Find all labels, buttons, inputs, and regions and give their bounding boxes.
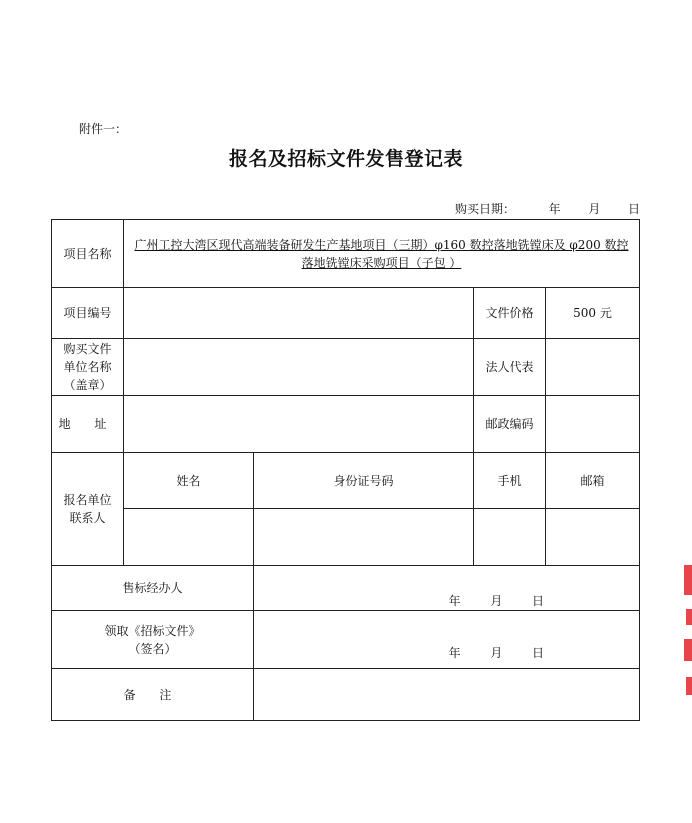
seller-field[interactable] [254,566,640,611]
buyer-label-line3: （盖章） [63,378,112,392]
address-label: 地 址 [52,396,124,453]
contact-name-field[interactable] [124,509,254,566]
contact-label-line2: 联系人 [69,511,106,525]
receive-label-line2: （签名） [128,641,177,656]
receive-date-day: 日 [531,645,544,660]
receive-date-month: 月 [490,645,503,660]
purchase-date-label: 购买日期： [455,202,516,216]
project-name-label: 项目名称 [52,220,124,288]
page-title: 报名及招标文件发售登记表 [228,148,463,170]
project-name-line1: 广州工控大湾区现代高端装备研发生产基地项目（三期）φ160 数控落地铣镗床及 φ200 数控 [134,237,629,252]
contact-email-field[interactable] [546,509,640,566]
seller-date-day: 日 [531,594,544,608]
project-no-field[interactable] [124,288,474,339]
registration-form [51,219,640,721]
contact-label-line1: 报名单位 [63,493,112,507]
seller-date-month: 月 [490,594,503,608]
price-value: 500 元 [546,288,640,339]
remark-field[interactable] [254,669,640,721]
purchase-date-month: 月 [588,202,601,216]
buyer-label [52,339,124,396]
col-email-header: 邮箱 [546,453,640,509]
row-contact-entry [52,509,640,566]
legal-rep-field[interactable] [546,339,640,396]
purchase-date-year: 年 [548,202,561,216]
buyer-label-line2: 单位名称 [63,360,112,374]
contact-phone-field[interactable] [474,509,546,566]
row-address [52,396,640,453]
contact-label [52,453,124,566]
col-phone-header: 手机 [474,453,546,509]
row-project-no [52,288,640,339]
row-buyer [52,339,640,396]
receive-date [254,644,639,662]
col-id-header: 身份证号码 [254,453,474,509]
annex-label: 附件一： [79,122,128,136]
seller-label: 售标经办人 [52,566,254,611]
address-field[interactable] [124,396,474,453]
remark-label: 备 注 [52,669,254,721]
project-no-label: 项目编号 [52,288,124,339]
row-receive [52,611,640,669]
row-remark [52,669,640,721]
seller-date-year: 年 [448,594,461,608]
purchase-date [455,200,640,217]
row-project-name [52,220,640,288]
col-name-header: 姓名 [124,453,254,509]
buyer-label-line1: 购买文件 [63,342,112,356]
postcode-label: 邮政编码 [474,396,546,453]
buyer-field[interactable] [124,339,474,396]
receive-date-year: 年 [448,645,461,660]
row-seller [52,566,640,611]
postcode-field[interactable] [546,396,640,453]
contact-id-field[interactable] [254,509,474,566]
seller-date [254,592,639,610]
price-label: 文件价格 [474,288,546,339]
receive-label-line1: 领取《招标文件》 [104,623,201,638]
purchase-date-day: 日 [628,202,641,216]
project-name-value [124,220,640,288]
seal-stamp-fragment [680,565,692,705]
legal-rep-label: 法人代表 [474,339,546,396]
receive-field[interactable] [254,611,640,669]
project-name-line2: 落地铣镗床采购项目（子包 ） [301,255,462,270]
receive-label [52,611,254,669]
row-contact-header [52,453,640,509]
